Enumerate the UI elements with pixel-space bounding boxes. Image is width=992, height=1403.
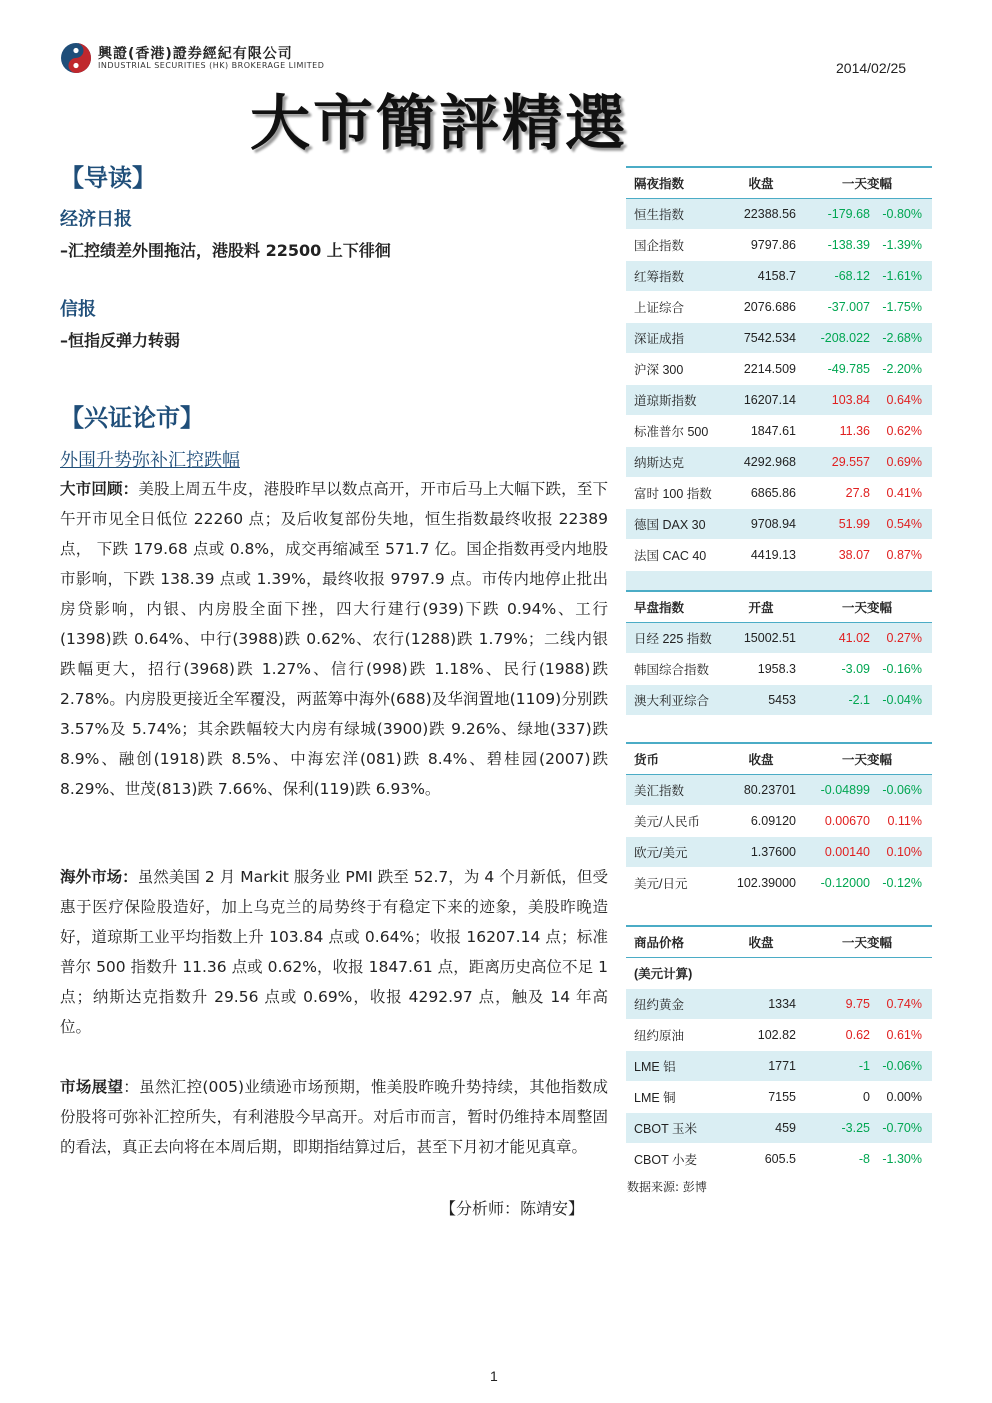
table-subheader-row bbox=[626, 958, 932, 989]
table-header-row bbox=[626, 591, 932, 623]
company-name-cn: 興證(香港)證券經紀有限公司 bbox=[98, 46, 293, 62]
table-row bbox=[626, 775, 932, 806]
company-name-en: INDUSTRIAL SECURITIES (HK) BROKERAGE LIMITED bbox=[98, 61, 325, 70]
table-cell: 9.75 bbox=[802, 989, 876, 1020]
table-row bbox=[626, 685, 932, 716]
currency-table bbox=[626, 742, 932, 899]
table-cell: -1.61% bbox=[876, 261, 932, 292]
table-cell: 美元/人民币 bbox=[626, 806, 726, 837]
table-cell: 7542.534 bbox=[726, 323, 802, 354]
table-cell: -1.39% bbox=[876, 230, 932, 261]
company-logo bbox=[60, 42, 360, 76]
table-cell: 0.69% bbox=[876, 447, 932, 478]
table-cell: 4419.13 bbox=[726, 540, 802, 571]
table-cell: 欧元/美元 bbox=[626, 837, 726, 868]
table-cell: 0.74% bbox=[876, 989, 932, 1020]
table-cell: 恒生指数 bbox=[626, 199, 726, 230]
table-cell: -0.06% bbox=[876, 775, 932, 806]
table-cell: 1847.61 bbox=[726, 416, 802, 447]
table-row bbox=[626, 1051, 932, 1082]
table-cell: -2.68% bbox=[876, 323, 932, 354]
guide-source-2: 信报 bbox=[60, 299, 96, 320]
data-source-note: 数据来源: 彭博 bbox=[627, 1180, 707, 1194]
column-header: 商品价格 bbox=[626, 926, 726, 958]
table-cell: -1.30% bbox=[876, 1144, 932, 1175]
table-cell: -2.20% bbox=[876, 354, 932, 385]
table-row bbox=[626, 989, 932, 1020]
table-cell: 15002.51 bbox=[726, 623, 802, 654]
table-cell: 9797.86 bbox=[726, 230, 802, 261]
table-cell: 22388.56 bbox=[726, 199, 802, 230]
table-cell: -3.25 bbox=[802, 1113, 876, 1144]
table-cell: 41.02 bbox=[802, 623, 876, 654]
table-row bbox=[626, 837, 932, 868]
table-cell: 0.62 bbox=[802, 1020, 876, 1051]
table-cell: 纳斯达克 bbox=[626, 447, 726, 478]
guide-heading: 【导读】 bbox=[60, 164, 156, 192]
table-cell: 1334 bbox=[726, 989, 802, 1020]
column-header: 一天变幅 bbox=[802, 167, 932, 199]
table-cell: CBOT 小麦 bbox=[626, 1144, 726, 1175]
report-date: 2014/02/25 bbox=[836, 60, 907, 76]
table-cell: 1.37600 bbox=[726, 837, 802, 868]
table-cell: 9708.94 bbox=[726, 509, 802, 540]
table-cell: 0.10% bbox=[876, 837, 932, 868]
table-cell: -0.06% bbox=[876, 1051, 932, 1082]
table-cell: -0.16% bbox=[876, 654, 932, 685]
table-cell: -208.022 bbox=[802, 323, 876, 354]
table-row bbox=[626, 868, 932, 899]
table-cell: -8 bbox=[802, 1144, 876, 1175]
table-cell: 0.27% bbox=[876, 623, 932, 654]
overseas-market-paragraph bbox=[60, 862, 608, 1042]
column-header: 一天变幅 bbox=[802, 591, 932, 623]
market-review-label: 大市回顾： bbox=[60, 480, 139, 498]
table-cell: 法国 CAC 40 bbox=[626, 540, 726, 571]
table-row bbox=[626, 1020, 932, 1051]
table-row bbox=[626, 478, 932, 509]
table-cell: -3.09 bbox=[802, 654, 876, 685]
table-row bbox=[626, 1082, 932, 1113]
table-cell: -0.80% bbox=[876, 199, 932, 230]
table-row bbox=[626, 540, 932, 571]
guide-source-1: 经济日报 bbox=[60, 209, 132, 230]
column-header: 一天变幅 bbox=[802, 926, 932, 958]
outlook-label: 市场展望 bbox=[60, 1078, 124, 1096]
table-cell: 605.5 bbox=[726, 1144, 802, 1175]
table-cell: 2076.686 bbox=[726, 292, 802, 323]
table-cell: 102.39000 bbox=[726, 868, 802, 899]
table-row bbox=[626, 623, 932, 654]
market-review-paragraph bbox=[60, 474, 608, 804]
table-cell: 0.00670 bbox=[802, 806, 876, 837]
table-cell: 4292.968 bbox=[726, 447, 802, 478]
table-cell: 道琼斯指数 bbox=[626, 385, 726, 416]
table-cell: -0.12000 bbox=[802, 868, 876, 899]
table-cell: 0.61% bbox=[876, 1020, 932, 1051]
table-row bbox=[626, 806, 932, 837]
table-row bbox=[626, 292, 932, 323]
table-cell: 2214.509 bbox=[726, 354, 802, 385]
table-cell: 51.99 bbox=[802, 509, 876, 540]
table-cell: 日经 225 指数 bbox=[626, 623, 726, 654]
table-cell: 38.07 bbox=[802, 540, 876, 571]
table-cell: 美元/日元 bbox=[626, 868, 726, 899]
table-cell: 6865.86 bbox=[726, 478, 802, 509]
table-row bbox=[626, 509, 932, 540]
table-cell: 红筹指数 bbox=[626, 261, 726, 292]
table-cell: 标准普尔 500 bbox=[626, 416, 726, 447]
table-cell: 29.557 bbox=[802, 447, 876, 478]
market-review-text: 美股上周五牛皮，港股昨早以数点高开，开市后马上大幅下跌，至下午开市见全日低位 22260 点；及后收复部份失地，恒生指数最终收报 22389 点， 下跌 179.68 点或 0.8%，成交再缩减至 571.7 亿。国企指数再受内地股市影响，下跌 138.39 点或 1.39%，最终收报 9797.9 点。市传内地停止批出房贷影响，内银、内房股全面下挫，四大行建行(939)下跌 0.94%、工行(1398)跌 0.64%、中行(3988)跌 0.62%、农行(1288)跌 1.79%；二线内银跌幅更大，招行(3968)跌 1.27%、信行(998)跌 1.18%、民行(1988)跌 2.78%。内房股更接近全军覆没，两蓝筹中海外(688)及华润置地(1109)分别跌 3.57%及 5.74%；其余跌幅较大内房有绿城(3900)跌 9.26%、绿地(337)跌 8.9%、融创(1918)跌 8.5%、中海宏洋(081)跌 8.4%、碧桂园(2007)跌 8.29%、世茂(813)跌 7.66%、保利(119)跌 6.93%。 bbox=[60, 480, 608, 798]
table-cell: 德国 DAX 30 bbox=[626, 509, 726, 540]
overseas-market-text: 虽然美国 2 月 Markit 服务业 PMI 跌至 52.7，为 4 个月新低，但受惠于医疗保险股造好，加上乌克兰的局势终于有稳定下来的迹象，美股昨晚造好，道琼斯工业平均指数上升 103.84 点或 0.64%；收报 16207.14 点；标准普尔 500 指数升 11.36 点或 0.62%，收报 1847.61 点，距离历史高位不足 1 点；纳斯达克指数升 29.56 点或 0.69%，收报 4292.97 点，触及 14 年高位。 bbox=[60, 868, 608, 1036]
table-cell: 上证综合 bbox=[626, 292, 726, 323]
table-cell: 0.00% bbox=[876, 1082, 932, 1113]
table-header-row bbox=[626, 167, 932, 199]
overseas-market-label: 海外市场： bbox=[60, 868, 138, 886]
table-cell: 深证成指 bbox=[626, 323, 726, 354]
column-header: 隔夜指数 bbox=[626, 167, 726, 199]
table-cell: 0.11% bbox=[876, 806, 932, 837]
table-cell: 103.84 bbox=[802, 385, 876, 416]
column-header: 一天变幅 bbox=[802, 743, 932, 775]
table-cell: -1.75% bbox=[876, 292, 932, 323]
table-header-row bbox=[626, 926, 932, 958]
overnight-index-table bbox=[626, 166, 932, 602]
table-cell: 6.09120 bbox=[726, 806, 802, 837]
table-row bbox=[626, 354, 932, 385]
table-cell: -0.04% bbox=[876, 685, 932, 716]
table-cell: 102.82 bbox=[726, 1020, 802, 1051]
table-cell: LME 铜 bbox=[626, 1082, 726, 1113]
table-row bbox=[626, 416, 932, 447]
guide-headline-2: –恒指反弹力转弱 bbox=[60, 331, 181, 350]
table-row bbox=[626, 447, 932, 478]
table-cell: -0.04899 bbox=[802, 775, 876, 806]
table-cell: -0.12% bbox=[876, 868, 932, 899]
table-cell: 7155 bbox=[726, 1082, 802, 1113]
analyst-signature: 【分析师：陈靖安】 bbox=[440, 1199, 585, 1218]
table-cell: 4158.7 bbox=[726, 261, 802, 292]
commodity-table bbox=[626, 925, 932, 1175]
table-cell: -179.68 bbox=[802, 199, 876, 230]
guide-headline-1: –汇控绩差外围拖沽，港股料 22500 上下徘徊 bbox=[60, 241, 391, 260]
table-row bbox=[626, 1113, 932, 1144]
table-cell: -49.785 bbox=[802, 354, 876, 385]
outlook-paragraph bbox=[60, 1072, 608, 1162]
table-cell: 11.36 bbox=[802, 416, 876, 447]
table-cell: 纽约原油 bbox=[626, 1020, 726, 1051]
column-header: 收盘 bbox=[726, 167, 802, 199]
table-cell: 澳大利亚综合 bbox=[626, 685, 726, 716]
table-cell: 80.23701 bbox=[726, 775, 802, 806]
company-logo-icon bbox=[60, 42, 92, 74]
outlook-text: ：虽然汇控(005)业绩逊市场预期，惟美股昨晚升势持续，其他指数成份股将可弥补汇控所失，有利港股今早高开。对后市而言，暂时仍维持本周整固的看法，真正去向将在本周后期，即期指结算过后，甚至下月初才能见真章。 bbox=[60, 1078, 608, 1156]
column-header: 收盘 bbox=[726, 743, 802, 775]
table-cell: 1958.3 bbox=[726, 654, 802, 685]
table-cell: 0.00140 bbox=[802, 837, 876, 868]
morning-index-table bbox=[626, 590, 932, 716]
article-title: 外围升势弥补汇控跌幅 bbox=[60, 450, 240, 471]
table-cell: 韩国综合指数 bbox=[626, 654, 726, 685]
table-cell: LME 铝 bbox=[626, 1051, 726, 1082]
table-cell: 27.8 bbox=[802, 478, 876, 509]
column-header: 早盘指数 bbox=[626, 591, 726, 623]
column-header: 货币 bbox=[626, 743, 726, 775]
table-cell: 富时 100 指数 bbox=[626, 478, 726, 509]
table-cell: -138.39 bbox=[802, 230, 876, 261]
column-header: 开盘 bbox=[726, 591, 802, 623]
table-cell: -1 bbox=[802, 1051, 876, 1082]
page-number: 1 bbox=[490, 1368, 498, 1384]
table-cell: 国企指数 bbox=[626, 230, 726, 261]
table-cell: 0.54% bbox=[876, 509, 932, 540]
table-row bbox=[626, 323, 932, 354]
column-header: 收盘 bbox=[726, 926, 802, 958]
table-cell: 沪深 300 bbox=[626, 354, 726, 385]
table-cell: 纽约黄金 bbox=[626, 989, 726, 1020]
table-row bbox=[626, 1144, 932, 1175]
table-cell: 16207.14 bbox=[726, 385, 802, 416]
report-title: 大市簡評精選 bbox=[250, 89, 628, 159]
table-cell: 5453 bbox=[726, 685, 802, 716]
table-cell: CBOT 玉米 bbox=[626, 1113, 726, 1144]
table-cell: -0.70% bbox=[876, 1113, 932, 1144]
table-cell: 0.64% bbox=[876, 385, 932, 416]
table-header-row bbox=[626, 743, 932, 775]
table-cell: 1771 bbox=[726, 1051, 802, 1082]
commentary-heading: 【兴证论市】 bbox=[60, 404, 204, 432]
table-cell: 459 bbox=[726, 1113, 802, 1144]
table-row bbox=[626, 654, 932, 685]
table-row bbox=[626, 230, 932, 261]
table-cell: -2.1 bbox=[802, 685, 876, 716]
table-subheader: (美元计算) bbox=[626, 958, 932, 989]
table-cell: 0.62% bbox=[876, 416, 932, 447]
table-cell: -68.12 bbox=[802, 261, 876, 292]
table-cell: 0.41% bbox=[876, 478, 932, 509]
table-row bbox=[626, 261, 932, 292]
table-cell: 美汇指数 bbox=[626, 775, 726, 806]
table-cell: -37.007 bbox=[802, 292, 876, 323]
table-cell: 0 bbox=[802, 1082, 876, 1113]
table-cell: 0.87% bbox=[876, 540, 932, 571]
table-row bbox=[626, 199, 932, 230]
table-row bbox=[626, 385, 932, 416]
